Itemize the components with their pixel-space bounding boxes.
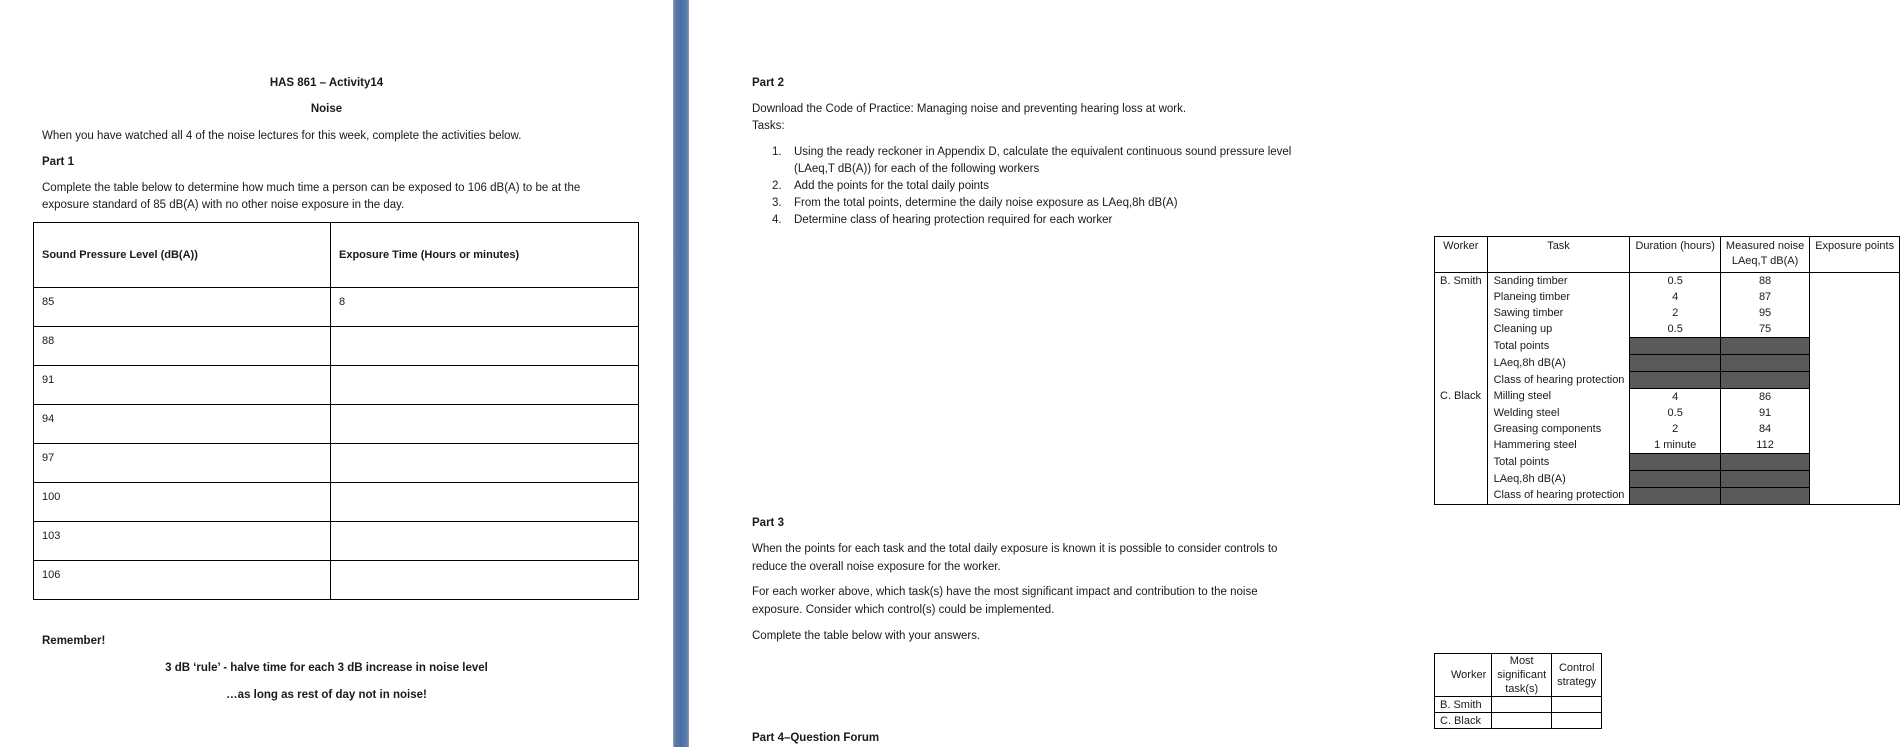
part1-text-line1: Complete the table below to determine how much time a person can be exposed to 106 dB(A) to be at the — [42, 182, 581, 194]
task-text: Determine class of hearing protection required for each worker — [794, 214, 1113, 226]
table-row — [1435, 421, 1900, 437]
task-cell: Sawing timber — [1487, 305, 1630, 321]
table-row — [1435, 713, 1602, 729]
worker-cell — [1435, 437, 1488, 454]
table-row — [1435, 454, 1900, 471]
task-text: Using the ready reckoner in Appendix D, calculate the equivalent continuous sound pressure level — [794, 146, 1292, 158]
part3-paragraph2-line2: exposure. Consider which control(s) could be implemented. — [752, 604, 1055, 616]
table-row — [34, 405, 639, 444]
exposure-points-cell[interactable] — [1810, 273, 1900, 290]
table-row — [34, 522, 639, 561]
task-text: From the total points, determine the daily noise exposure as LAeq,8h dB(A) — [794, 197, 1178, 209]
exposure-time-cell[interactable] — [331, 366, 639, 405]
worker-cell: B. Smith — [1435, 273, 1488, 290]
noise-cell: 91 — [1720, 405, 1809, 421]
noise-cell: 75 — [1720, 321, 1809, 338]
exposure-time-table — [33, 222, 639, 600]
part1-heading: Part 1 — [42, 156, 74, 168]
worker-exposure-table — [1434, 236, 1900, 505]
header-duration: Duration (hours) — [1630, 237, 1720, 273]
table-row — [34, 288, 639, 327]
summary-label-cell: Class of hearing protection — [1487, 488, 1630, 505]
part1-text-line2: exposure standard of 85 dB(A) with no other noise exposure in the day. — [42, 199, 405, 211]
worker-cell — [1435, 355, 1488, 372]
laeq-cell[interactable] — [1810, 355, 1900, 372]
part3-paragraph1-line1: When the points for each task and the total daily exposure is known it is possible to consider controls to — [752, 543, 1278, 555]
part3-paragraph1-line2: reduce the overall noise exposure for the worker. — [752, 561, 1001, 573]
spl-cell: 103 — [34, 522, 331, 561]
noise-cell: 86 — [1720, 389, 1809, 406]
exposure-time-cell[interactable] — [331, 405, 639, 444]
remember-heading: Remember! — [42, 635, 106, 647]
noise-cell: 87 — [1720, 289, 1809, 305]
worker-cell — [1435, 372, 1488, 389]
task-cell: Cleaning up — [1487, 321, 1630, 338]
significant-tasks-cell[interactable] — [1492, 713, 1552, 729]
hearing-protection-cell[interactable] — [1810, 372, 1900, 389]
spl-cell: 97 — [34, 444, 331, 483]
tasks-label: Tasks: — [752, 120, 785, 132]
exposure-points-cell[interactable] — [1810, 305, 1900, 321]
page-gap-divider — [673, 0, 689, 747]
shaded-cell — [1720, 488, 1809, 505]
task-text: Add the points for the total daily points — [794, 180, 989, 192]
shaded-cell — [1630, 355, 1720, 372]
task-cell: Welding steel — [1487, 405, 1630, 421]
document-subtitle: Noise — [310, 103, 343, 115]
part4-heading: Part 4–Question Forum — [752, 732, 880, 744]
duration-cell: 0.5 — [1630, 405, 1720, 421]
intro-text: When you have watched all 4 of the noise lectures for this week, complete the activities below. — [42, 130, 522, 142]
duration-cell: 2 — [1630, 421, 1720, 437]
worker-cell: C. Black — [1435, 389, 1488, 406]
part3-paragraph2-line1: For each worker above, which task(s) have the most significant impact and contribution to the noise — [752, 586, 1258, 598]
task-cell: Sanding timber — [1487, 273, 1630, 290]
worker-cell — [1435, 471, 1488, 488]
exposure-time-cell[interactable] — [331, 444, 639, 483]
rule-note: …as long as rest of day not in noise! — [226, 689, 427, 701]
shaded-cell — [1630, 372, 1720, 389]
shaded-cell — [1720, 372, 1809, 389]
table-row — [1435, 305, 1900, 321]
exposure-points-cell[interactable] — [1810, 289, 1900, 305]
exposure-points-cell[interactable] — [1810, 437, 1900, 454]
worker-cell — [1435, 421, 1488, 437]
control-strategy-cell[interactable] — [1552, 697, 1602, 713]
header-significant-tasks: Most significant task(s) — [1492, 654, 1552, 697]
duration-cell: 4 — [1630, 289, 1720, 305]
summary-label-cell: Total points — [1487, 338, 1630, 355]
table-row — [1435, 289, 1900, 305]
table-row — [1435, 437, 1900, 454]
worker-cell — [1435, 321, 1488, 338]
duration-cell: 4 — [1630, 389, 1720, 406]
task-cell: Milling steel — [1487, 389, 1630, 406]
header-task: Task — [1487, 237, 1630, 273]
table-row — [1435, 488, 1900, 505]
spl-cell: 100 — [34, 483, 331, 522]
header-sound-pressure-level: Sound Pressure Level (dB(A)) — [34, 223, 331, 288]
table-row — [34, 366, 639, 405]
task-cell: Greasing components — [1487, 421, 1630, 437]
task-number: 3. — [772, 197, 782, 209]
worker-cell — [1435, 488, 1488, 505]
noise-cell: 88 — [1720, 273, 1809, 290]
control-strategy-table — [1434, 653, 1602, 729]
left-document-page — [0, 0, 673, 747]
header-measured-noise — [1720, 237, 1809, 273]
worker-cell — [1435, 338, 1488, 355]
hearing-protection-cell[interactable] — [1810, 488, 1900, 505]
summary-label-cell: LAeq,8h dB(A) — [1487, 471, 1630, 488]
table-row — [1435, 389, 1900, 406]
significant-tasks-cell[interactable] — [1492, 697, 1552, 713]
task-cell: Planeing timber — [1487, 289, 1630, 305]
shaded-cell — [1720, 355, 1809, 372]
exposure-time-cell[interactable] — [331, 483, 639, 522]
table-header-row — [1435, 654, 1602, 697]
worker-cell — [1435, 405, 1488, 421]
header-measured-noise-label: Measured noise — [1725, 240, 1805, 252]
total-points-cell[interactable] — [1810, 338, 1900, 355]
summary-label-cell: Total points — [1487, 454, 1630, 471]
table-row — [34, 561, 639, 600]
table-header-row — [34, 223, 639, 288]
task-number: 4. — [772, 214, 782, 226]
duration-cell: 0.5 — [1630, 273, 1720, 290]
summary-label-cell: LAeq,8h dB(A) — [1487, 355, 1630, 372]
shaded-cell — [1630, 488, 1720, 505]
task-text: (LAeq,T dB(A)) for each of the following workers — [794, 163, 1040, 175]
document-title: HAS 861 – Activity14 — [269, 77, 384, 89]
exposure-time-cell[interactable] — [331, 522, 639, 561]
header-exposure-points: Exposure points — [1810, 237, 1900, 273]
task-number: 1. — [772, 146, 782, 158]
worker-cell — [1435, 289, 1488, 305]
worker-cell — [1435, 454, 1488, 471]
task-cell: Hammering steel — [1487, 437, 1630, 454]
exposure-points-cell[interactable] — [1810, 421, 1900, 437]
duration-cell: 1 minute — [1630, 437, 1720, 454]
table-row — [1435, 697, 1602, 713]
shaded-cell — [1720, 454, 1809, 471]
noise-cell: 84 — [1720, 421, 1809, 437]
worker-cell — [1435, 305, 1488, 321]
laeq-cell[interactable] — [1810, 471, 1900, 488]
duration-cell: 0.5 — [1630, 321, 1720, 338]
table-row — [1435, 321, 1900, 338]
shaded-cell — [1720, 338, 1809, 355]
shaded-cell — [1630, 471, 1720, 488]
task-number: 2. — [772, 180, 782, 192]
exposure-points-cell[interactable] — [1810, 389, 1900, 406]
control-strategy-cell[interactable] — [1552, 713, 1602, 729]
spl-cell: 88 — [34, 327, 331, 366]
table-row — [34, 444, 639, 483]
header-measured-noise-sub: LAeq,T dB(A) — [1731, 255, 1799, 267]
spl-cell: 85 — [34, 288, 331, 327]
summary-label-cell: Class of hearing protection — [1487, 372, 1630, 389]
spl-cell: 106 — [34, 561, 331, 600]
part2-heading: Part 2 — [752, 77, 784, 89]
exposure-points-cell[interactable] — [1810, 321, 1900, 338]
exposure-time-cell[interactable] — [331, 561, 639, 600]
spl-cell: 91 — [34, 366, 331, 405]
spl-cell: 94 — [34, 405, 331, 444]
download-text: Download the Code of Practice: Managing noise and preventing hearing loss at work. — [752, 103, 1187, 115]
table-row — [1435, 273, 1900, 290]
header-control-strategy: Control strategy — [1552, 654, 1602, 697]
part3-paragraph3: Complete the table below with your answers. — [752, 630, 981, 642]
shaded-cell — [1720, 471, 1809, 488]
part3-heading: Part 3 — [752, 517, 784, 529]
noise-cell: 95 — [1720, 305, 1809, 321]
exposure-time-cell[interactable]: 8 — [331, 288, 639, 327]
worker-cell: B. Smith — [1435, 697, 1492, 713]
shaded-cell — [1630, 454, 1720, 471]
table-row — [1435, 405, 1900, 421]
header-worker: Worker — [1435, 654, 1492, 697]
table-row — [34, 483, 639, 522]
table-row — [1435, 471, 1900, 488]
total-points-cell[interactable] — [1810, 454, 1900, 471]
table-row — [34, 327, 639, 366]
exposure-time-cell[interactable] — [331, 327, 639, 366]
table-row — [1435, 355, 1900, 372]
duration-cell: 2 — [1630, 305, 1720, 321]
table-row — [1435, 338, 1900, 355]
table-header-row — [1435, 237, 1900, 273]
shaded-cell — [1630, 338, 1720, 355]
worker-cell: C. Black — [1435, 713, 1492, 729]
header-exposure-time: Exposure Time (Hours or minutes) — [331, 223, 639, 288]
table-row — [1435, 372, 1900, 389]
header-worker: Worker — [1435, 237, 1488, 273]
noise-cell: 112 — [1720, 437, 1809, 454]
exposure-points-cell[interactable] — [1810, 405, 1900, 421]
three-db-rule: 3 dB ‘rule’ - halve time for each 3 dB increase in noise level — [165, 662, 488, 674]
right-document-page — [689, 0, 1895, 747]
